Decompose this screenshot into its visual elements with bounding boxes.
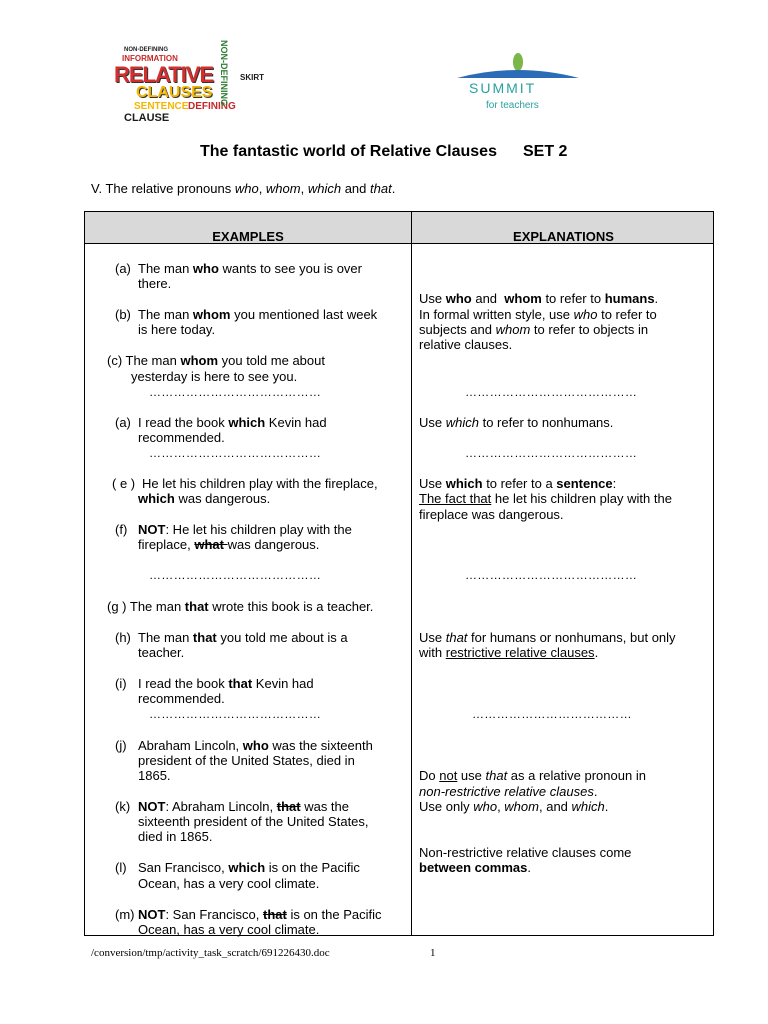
text: , and [538, 799, 572, 814]
text: is on the Pacific [286, 907, 382, 922]
text: you told me about is a [216, 630, 348, 645]
section-prefix: V. The relative pronouns [91, 181, 235, 196]
text: : [612, 476, 617, 491]
keyword: whom [504, 291, 542, 306]
example-label: (i) [115, 676, 127, 691]
italic-word: which [445, 415, 479, 430]
text: San Francisco, [138, 860, 229, 875]
text: The man [138, 630, 193, 645]
text: : He let his children play with the [165, 522, 352, 537]
section-whom: whom [265, 181, 301, 196]
underlined-text: The fact that [419, 491, 492, 506]
explanation-who-whom-line4: relative clauses. [419, 337, 513, 352]
underlined-text: not [439, 768, 458, 783]
keyword: that [184, 599, 209, 614]
dotted-answer-line: ………………………………… [472, 707, 632, 721]
example-k-line3: died in 1865. [138, 829, 213, 844]
text: The man [138, 261, 193, 276]
example-e-line2 [138, 491, 270, 506]
section-who: who [234, 181, 259, 196]
explanation-commas-line2 [419, 860, 531, 875]
text: was the [300, 799, 350, 814]
cloud-word: DEFINING [188, 101, 236, 112]
text: to refer to [541, 291, 605, 306]
cloud-word: SENTENCE [134, 101, 189, 112]
explanation-which-sentence-line3: fireplace was dangerous. [419, 507, 564, 522]
italic-text: non-restrictive relative clauses [419, 784, 594, 799]
set-label: SET 2 [522, 143, 568, 160]
text: and [471, 291, 505, 306]
example-m-line2: Ocean, has a very cool climate. [138, 922, 320, 937]
cloud-word: NON-DEFINING [124, 47, 168, 53]
example-a2-line2: recommended. [138, 430, 225, 445]
text: Kevin had [265, 415, 327, 430]
keyword: which [228, 415, 266, 430]
text: to refer to a [482, 476, 557, 491]
italic-word: that [485, 768, 508, 783]
italic-word: which [571, 799, 605, 814]
keyword: NOT [138, 522, 166, 537]
cloud-word: NON-DEFINING [219, 40, 229, 106]
explanation-nonrestrictive-line1 [419, 768, 646, 783]
example-f-line1 [138, 522, 352, 537]
struck-word: that [263, 907, 287, 922]
cloud-word: SKIRT [240, 73, 264, 82]
explanation-which-nonhumans [419, 415, 613, 430]
example-h-line2: teacher. [138, 645, 185, 660]
page-title [200, 143, 567, 161]
example-k-line2: sixteenth president of the United States, [138, 814, 369, 829]
dotted-answer-line: …………………………………… [149, 385, 322, 399]
keyword: whom [192, 307, 231, 322]
example-label: (j) [115, 738, 127, 753]
keyword: who [192, 261, 219, 276]
text: was dangerous. [174, 491, 271, 506]
text: was the sixteenth [268, 738, 373, 753]
example-label: (a) [115, 261, 131, 276]
summit-logo-name: SUMMIT [469, 80, 537, 96]
cloud-word: RELATIVE [114, 62, 214, 87]
text: Use [419, 415, 446, 430]
text: Kevin had [252, 676, 314, 691]
italic-word: whom [504, 799, 539, 814]
example-label: (b) [115, 307, 131, 322]
example-i-line2: recommended. [138, 691, 225, 706]
section-heading [91, 181, 395, 196]
text: with [419, 645, 446, 660]
explanation-who-whom-line1 [419, 291, 658, 306]
text: subjects and [419, 322, 496, 337]
explanation-commas-line1: Non-restrictive relative clauses come [419, 845, 632, 860]
text: use [457, 768, 486, 783]
examples-column-header: EXAMPLES [212, 229, 284, 244]
keyword: which [138, 491, 175, 506]
text: . [654, 291, 659, 306]
underlined-text: restrictive relative clauses [445, 645, 595, 660]
text: Do [419, 768, 440, 783]
example-j-line2: president of the United States, died in [138, 753, 355, 768]
footer-file-path: /conversion/tmp/activity_task_scratch/691226430.doc [91, 947, 330, 959]
text: (g ) The man [107, 599, 185, 614]
relative-clauses-word-cloud-logo [110, 34, 272, 130]
keyword: that [228, 676, 253, 691]
struck-word: that [276, 799, 301, 814]
explanation-nonrestrictive-line2 [419, 784, 597, 799]
example-i-line1 [138, 676, 314, 691]
keyword: NOT [138, 907, 166, 922]
keyword: that [192, 630, 217, 645]
section-sep: , [258, 181, 266, 196]
example-k-line1 [138, 799, 349, 814]
example-a1-line1 [138, 261, 362, 276]
example-label: ( e ) [112, 476, 136, 491]
explanations-column-header: EXPLANATIONS [513, 229, 614, 244]
keyword: NOT [138, 799, 166, 814]
explanation-which-sentence-line2 [419, 491, 672, 506]
examples-explanations-table [84, 211, 714, 936]
example-label: (h) [115, 630, 131, 645]
explanation-that-line1 [419, 630, 676, 645]
keyword: which [445, 476, 483, 491]
italic-word: that [445, 630, 468, 645]
text: I read the book [138, 676, 229, 691]
section-and: and [341, 181, 371, 196]
cloud-word: INFORMATION [122, 54, 178, 63]
italic-word: who [473, 799, 498, 814]
example-c-line1 [107, 353, 325, 368]
explanation-which-sentence-line1 [419, 476, 616, 491]
text: Use [419, 476, 446, 491]
dotted-answer-line: …………………………………… [465, 446, 638, 460]
example-f-line2 [138, 537, 319, 552]
keyword: which [228, 860, 266, 875]
dotted-answer-line: …………………………………… [149, 707, 322, 721]
example-a1-line2: there. [138, 276, 172, 291]
italic-word: whom [495, 322, 531, 337]
text: : San Francisco, [165, 907, 263, 922]
dotted-answer-line: …………………………………… [465, 568, 638, 582]
text: . [593, 784, 598, 799]
italic-word: who [573, 307, 598, 322]
text: (c) The man [107, 353, 181, 368]
text: to refer to [597, 307, 657, 322]
example-h-line1 [138, 630, 348, 645]
example-l-line2: Ocean, has a very cool climate. [138, 876, 320, 891]
explanation-nonrestrictive-line3 [419, 799, 608, 814]
section-sep: , [300, 181, 308, 196]
example-m-line1 [138, 907, 382, 922]
keyword: between commas [419, 860, 528, 875]
keyword: who [445, 291, 472, 306]
section-end: . [391, 181, 396, 196]
explanation-that-line2 [419, 645, 598, 660]
section-which: which [307, 181, 342, 196]
example-label: (f) [115, 522, 128, 537]
example-j-line1 [138, 738, 373, 753]
example-a2-line1 [138, 415, 327, 430]
text: Use only [419, 799, 474, 814]
dotted-answer-line: …………………………………… [149, 446, 322, 460]
text: is on the Pacific [265, 860, 360, 875]
text: . [527, 860, 531, 875]
keyword: sentence [556, 476, 613, 491]
example-e-line1: He let his children play with the fireplace, [142, 476, 378, 491]
text: as a relative pronoun in [507, 768, 646, 783]
text: to refer to nonhumans. [478, 415, 614, 430]
summit-logo-tagline: for teachers [486, 100, 539, 111]
cloud-word: CLAUSE [124, 112, 170, 124]
text: Use [419, 630, 446, 645]
text: he let his children play with the [491, 491, 672, 506]
struck-word: what [194, 537, 228, 552]
text: In formal written style, use [419, 307, 574, 322]
keyword: humans [604, 291, 655, 306]
dotted-answer-line: …………………………………… [465, 385, 638, 399]
text: fireplace, [138, 537, 195, 552]
text: was dangerous. [227, 537, 320, 552]
example-label: (k) [115, 799, 131, 814]
text: you mentioned last week [230, 307, 378, 322]
text: . [604, 799, 609, 814]
example-b-line2: is here today. [138, 322, 216, 337]
example-g-line1 [107, 599, 373, 614]
footer-page-number: 1 [430, 947, 436, 959]
text: wrote this book is a teacher. [208, 599, 374, 614]
example-b-line1 [138, 307, 377, 322]
example-label: (a) [115, 415, 131, 430]
text: The man [138, 307, 193, 322]
example-label: (l) [115, 860, 127, 875]
text: . [594, 645, 599, 660]
dotted-answer-line: …………………………………… [149, 568, 322, 582]
column-divider [411, 212, 412, 935]
text: I read the book [138, 415, 229, 430]
example-a1 [115, 261, 131, 276]
explanation-who-whom-line3 [419, 322, 648, 337]
text: to refer to objects in [530, 322, 649, 337]
example-l-line1 [138, 860, 360, 875]
example-j-line3: 1865. [138, 768, 171, 783]
keyword: whom [180, 353, 219, 368]
text: for humans or nonhumans, but only [467, 630, 676, 645]
text: wants to see you is over [218, 261, 362, 276]
summit-logo [455, 48, 585, 118]
text: Use [419, 291, 446, 306]
example-c-line2: yesterday is here to see you. [131, 369, 298, 384]
explanation-who-whom-line2 [419, 307, 657, 322]
text: , [497, 799, 505, 814]
text: you told me about [218, 353, 325, 368]
cloud-word: CLAUSES [136, 84, 213, 101]
example-label: (m) [115, 907, 135, 922]
title-text: The fantastic world of Relative Clauses [200, 143, 497, 160]
text: Abraham Lincoln, [138, 738, 243, 753]
section-that: that [370, 181, 392, 196]
text: : Abraham Lincoln, [165, 799, 277, 814]
keyword: who [242, 738, 269, 753]
